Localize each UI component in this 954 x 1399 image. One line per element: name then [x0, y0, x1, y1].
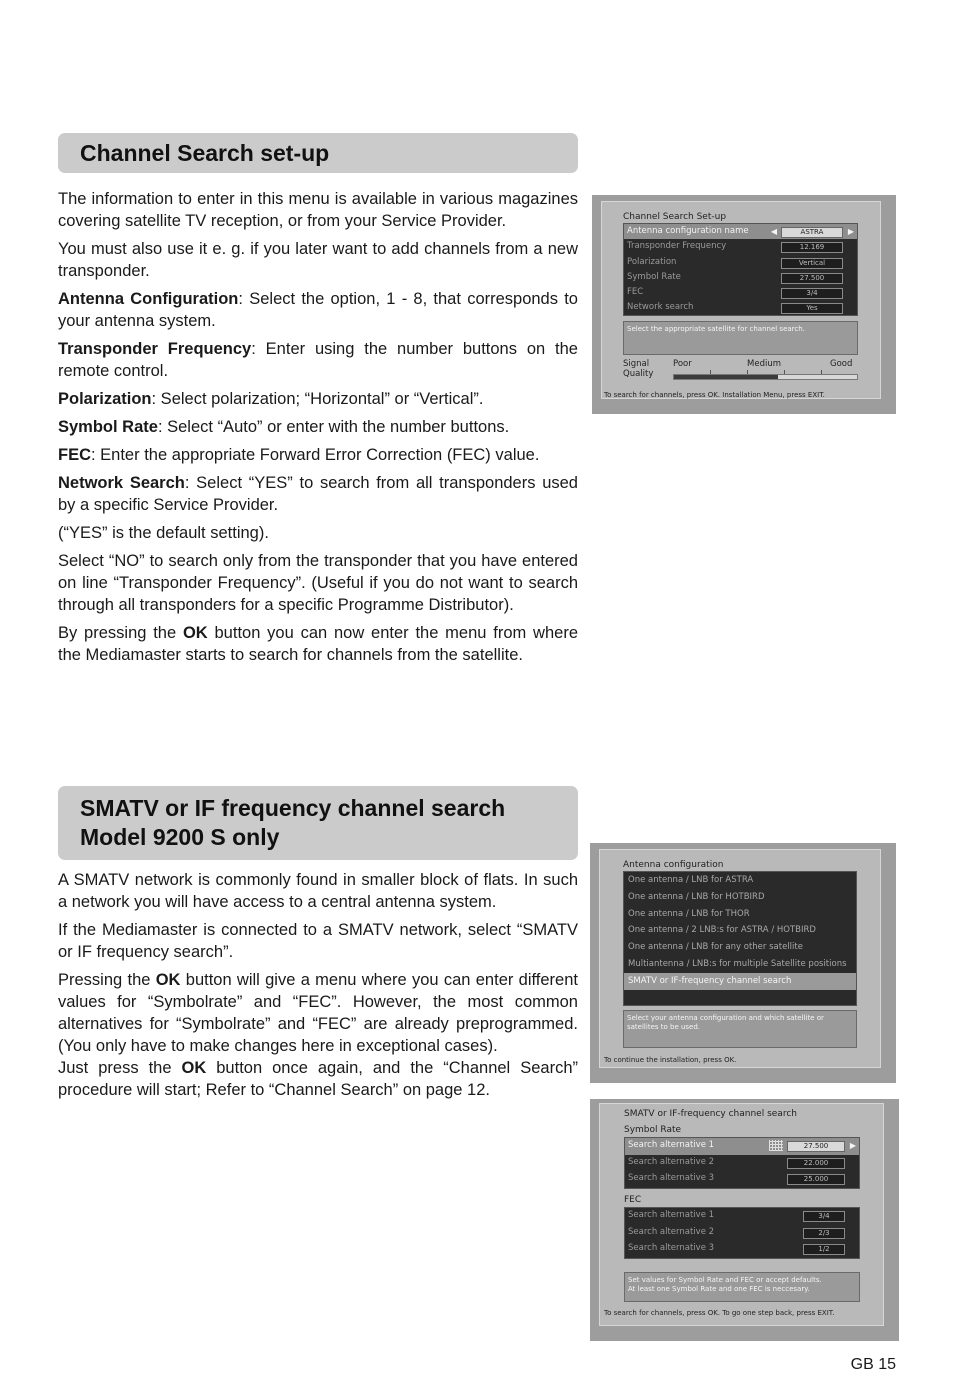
paragraph-ok: Pressing the OK button will give a menu where you can enter different values for “Symbolrate” and “FEC”. However, the most common alternatives for “Symbolrate” and “FEC” are already preprogrammed. (You only have to make changes here in exceptional cases). [58, 971, 578, 1055]
quality-medium-label: Medium [747, 359, 781, 369]
help-text-box: Select your antenna configuration and which satellite or satellites to be used. [623, 1010, 857, 1048]
symbol-rate-row[interactable]: Search alternative 2 22.000 [625, 1155, 859, 1172]
quality-good-label: Good [830, 359, 853, 369]
menu-value: 22.000 [787, 1158, 845, 1169]
menu-value: Yes [781, 303, 843, 314]
paragraph-antenna-configuration: Antenna Configuration: Select the option, 1 - 8, that corresponds to your antenna system. [58, 290, 578, 330]
tick [821, 370, 822, 374]
menu-row-antenna-configuration[interactable]: Antenna configuration name ◀ ASTRA ▶ [624, 224, 857, 239]
tick [747, 370, 748, 374]
paragraph-symbol-rate: Symbol Rate: Select “Auto” or enter with the number buttons. [58, 418, 510, 436]
quality-label: Quality [623, 369, 654, 379]
menu-row-transponder-frequency[interactable]: Transponder Frequency 12.169 [624, 239, 857, 254]
screen-frame [599, 849, 881, 1068]
arrow-right-icon[interactable]: ▶ [847, 227, 854, 236]
paragraph: The information to enter in this menu is available in various magazines covering satellite TV reception, or from your Service Provider. [58, 190, 578, 230]
arrow-left-icon[interactable]: ◀ [770, 227, 777, 236]
menu-value: 25.000 [787, 1174, 845, 1185]
symbol-rate-row[interactable]: Search alternative 1 27.500 ▶ [625, 1138, 859, 1155]
section-title: Channel Search set-up [80, 139, 330, 166]
paragraph: Select “NO” to search only from the transponder that you have entered on line “Transponder Frequency”. (Useful if you do not want to search through all transponders for a specific Programme Distributor). [58, 552, 578, 614]
menu-value: 12.169 [781, 242, 843, 253]
paragraph: If the Mediamaster is connected to a SMATV network, select “SMATV or IF frequency search”. [58, 921, 578, 961]
list-item[interactable]: One antenna / LNB for THOR [628, 908, 750, 919]
section-body-channel-search [58, 188, 578, 672]
screenshot-channel-search-setup [592, 195, 896, 414]
quality-poor-label: Poor [673, 359, 692, 369]
symbol-rate-label: Symbol Rate [624, 1125, 682, 1135]
paragraph-transponder-frequency: Transponder Frequency: Enter using the number buttons on the remote control. [58, 340, 578, 380]
menu-value: 3/4 [781, 288, 843, 299]
help-text-line: Set values for Symbol Rate and FEC or accept defaults. [628, 1276, 822, 1284]
list-item[interactable]: One antenna / LNB for any other satellite [628, 942, 803, 953]
menu-row-symbol-rate[interactable]: Symbol Rate 27.500 [624, 270, 857, 285]
menu-value: 27.500 [781, 273, 843, 284]
screen-title: Channel Search Set-up [623, 212, 727, 222]
menu-value: 1/2 [803, 1244, 845, 1255]
tick [784, 370, 785, 374]
signal-quality-fill [674, 375, 778, 379]
section-header-smatv [58, 786, 578, 860]
paragraph: You must also use it e. g. if you later want to add channels from a new transponder. [58, 240, 578, 280]
list-item-selected[interactable]: SMATV or IF-frequency channel search [624, 973, 856, 990]
screen-frame [601, 201, 881, 399]
fec-row[interactable]: Search alternative 3 1/2 [625, 1241, 859, 1258]
signal-quality-bar [673, 374, 858, 380]
menu-value: Vertical [781, 258, 843, 269]
fec-row[interactable]: Search alternative 2 2/3 [625, 1225, 859, 1242]
menu-value: ASTRA [781, 227, 843, 238]
list-item[interactable]: One antenna / 2 LNB:s for ASTRA / HOTBIRD [628, 925, 816, 936]
list-item[interactable]: Multiantenna / LNB:s for multiple Satellite positions [628, 958, 847, 969]
screen-title: Antenna configuration [623, 860, 724, 870]
screenshot-smatv-search [590, 1099, 899, 1341]
fec-row[interactable]: Search alternative 1 3/4 [625, 1208, 859, 1225]
paragraph: A SMATV network is commonly found in smaller block of flats. In such a network you will have access to a central antenna system. [58, 871, 578, 911]
section-title-line-1: SMATV or IF frequency channel search [80, 795, 506, 821]
section-title-line-2: Model 9200 S only [80, 824, 280, 850]
help-text-box [624, 1272, 860, 1302]
menu-row-network-search[interactable]: Network search Yes [624, 300, 857, 315]
section-header-channel-search [58, 133, 578, 173]
menu-value: 2/3 [803, 1228, 845, 1239]
settings-menu [623, 223, 858, 316]
signal-label: Signal [623, 359, 650, 369]
screen-frame [599, 1103, 884, 1326]
paragraph-fec: FEC: Enter the appropriate Forward Error Correction (FEC) value. [58, 446, 540, 464]
paragraph-ok: By pressing the OK button you can now enter the menu from where the Mediamaster starts to search for channels from the satellite. [58, 624, 578, 664]
menu-row-fec[interactable]: FEC 3/4 [624, 285, 857, 300]
page-number: GB 15 [850, 1356, 896, 1373]
paragraph-ok: Just press the OK button once again, and the “Channel Search” procedure will start; Refer to “Channel Search” on page 12. [58, 1059, 578, 1099]
screenshot-antenna-configuration [590, 843, 896, 1083]
list-item[interactable]: One antenna / LNB for ASTRA [628, 875, 754, 885]
symbol-rate-row[interactable]: Search alternative 3 25.000 [625, 1171, 859, 1188]
fec-label: FEC [624, 1195, 642, 1205]
keypad-icon [769, 1140, 783, 1151]
menu-value: 3/4 [803, 1211, 845, 1222]
symbol-rate-list [624, 1137, 860, 1189]
help-text-line: At least one Symbol Rate and one FEC is neccesary. [628, 1285, 810, 1293]
screen-footer: To search for channels, press OK. To go one step back, press EXIT. [604, 1309, 835, 1317]
paragraph-polarization: Polarization: Select polarization; “Horizontal” or “Vertical”. [58, 390, 484, 408]
tick [710, 370, 711, 374]
list-item[interactable]: One antenna / LNB for HOTBIRD [628, 891, 765, 902]
screen-title: SMATV or IF-frequency channel search [624, 1109, 797, 1119]
paragraph-network-search: Network Search: Select “YES” to search from all transponders used by a specific Service Provider. [58, 474, 578, 514]
menu-row-polarization[interactable]: Polarization Vertical [624, 255, 857, 270]
arrow-right-icon[interactable]: ▶ [849, 1141, 856, 1150]
paragraph: (“YES” is the default setting). [58, 524, 269, 542]
fec-list [624, 1207, 860, 1259]
screen-footer: To continue the installation, press OK. [604, 1056, 737, 1064]
menu-value: 27.500 [787, 1141, 845, 1152]
section-body-smatv [58, 869, 578, 1107]
screen-footer: To search for channels, press OK. Installation Menu, press EXIT. [604, 391, 825, 399]
help-text-box: Select the appropriate satellite for channel search. [623, 321, 858, 355]
antenna-config-list [623, 871, 857, 1006]
